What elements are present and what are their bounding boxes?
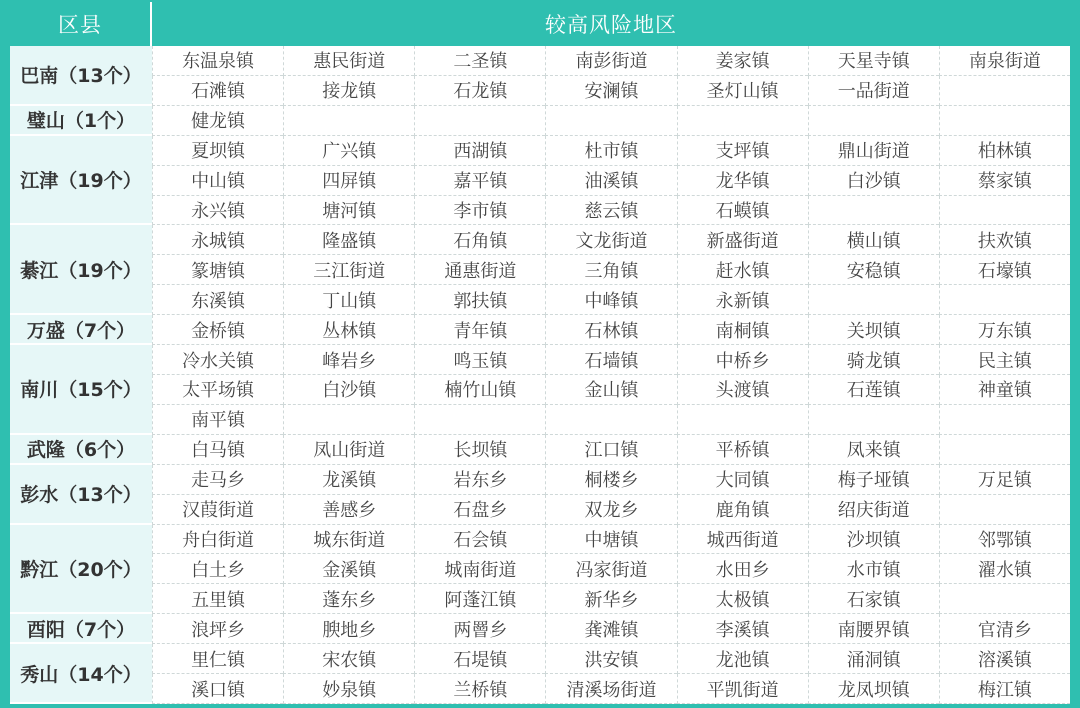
area-cell: [939, 495, 1070, 525]
area-cell: 中峰镇: [545, 285, 676, 315]
area-cell: 两罾乡: [414, 614, 545, 644]
district-label: 南川（15个）: [10, 345, 152, 435]
area-cell: [545, 405, 676, 435]
area-cell: 石蟆镇: [677, 196, 808, 226]
area-cell: 石墙镇: [545, 345, 676, 375]
area-cell: 夏坝镇: [152, 136, 283, 166]
area-cell: [939, 584, 1070, 614]
area-cell: 南桐镇: [677, 315, 808, 345]
area-cell: 扶欢镇: [939, 225, 1070, 255]
area-cell: 走马乡: [152, 465, 283, 495]
area-cell: [414, 405, 545, 435]
area-cell: 横山镇: [808, 225, 939, 255]
area-cell: 宋农镇: [283, 644, 414, 674]
area-cell: 万东镇: [939, 315, 1070, 345]
area-cell: 慈云镇: [545, 196, 676, 226]
area-cell: 四屏镇: [283, 166, 414, 196]
district-label: 巴南（13个）: [10, 46, 152, 106]
area-cell: 石壕镇: [939, 255, 1070, 285]
district-label: 武隆（6个）: [10, 435, 152, 465]
area-cell: [808, 405, 939, 435]
area-cell: [808, 196, 939, 226]
area-cell: 溪口镇: [152, 674, 283, 704]
area-cell: [939, 106, 1070, 136]
area-cell: 姜家镇: [677, 46, 808, 76]
area-cell: 东溪镇: [152, 285, 283, 315]
area-cell: 双龙乡: [545, 495, 676, 525]
area-cell: 蓬东乡: [283, 584, 414, 614]
area-cell: 永兴镇: [152, 196, 283, 226]
area-cell: 民主镇: [939, 345, 1070, 375]
area-cell: 石家镇: [808, 584, 939, 614]
area-cell: 石盘乡: [414, 495, 545, 525]
area-cell: 篆塘镇: [152, 255, 283, 285]
area-cell: 石角镇: [414, 225, 545, 255]
area-cell: 圣灯山镇: [677, 76, 808, 106]
area-cell: 骑龙镇: [808, 345, 939, 375]
area-cell: 石会镇: [414, 525, 545, 555]
area-cell: [283, 405, 414, 435]
area-cell: 沙坝镇: [808, 525, 939, 555]
area-cell: 南彭街道: [545, 46, 676, 76]
area-cell: 塘河镇: [283, 196, 414, 226]
area-cell: [545, 106, 676, 136]
area-cell: [808, 285, 939, 315]
area-cell: 大同镇: [677, 465, 808, 495]
area-cell: 凤来镇: [808, 435, 939, 465]
area-cell: 安澜镇: [545, 76, 676, 106]
area-cell: 石龙镇: [414, 76, 545, 106]
district-label: 酉阳（7个）: [10, 614, 152, 644]
district-label: 璧山（1个）: [10, 106, 152, 136]
area-cell: 中山镇: [152, 166, 283, 196]
area-cell: 柏林镇: [939, 136, 1070, 166]
area-cell: 阿蓬江镇: [414, 584, 545, 614]
area-cell: 里仁镇: [152, 644, 283, 674]
area-cell: 接龙镇: [283, 76, 414, 106]
area-cell: 白土乡: [152, 554, 283, 584]
area-cell: 平凯街道: [677, 674, 808, 704]
area-cell: 南泉街道: [939, 46, 1070, 76]
area-cell: 平桥镇: [677, 435, 808, 465]
area-cell: 丛林镇: [283, 315, 414, 345]
area-cell: 兰桥镇: [414, 674, 545, 704]
area-cell: 白马镇: [152, 435, 283, 465]
header-risk-areas: 较高风险地区: [152, 2, 1070, 46]
area-cell: 妙泉镇: [283, 674, 414, 704]
area-cell: [677, 106, 808, 136]
area-cell: 龙池镇: [677, 644, 808, 674]
risk-area-table: [10, 2, 1070, 704]
area-cell: 五里镇: [152, 584, 283, 614]
area-cell: 杜市镇: [545, 136, 676, 166]
district-label: 万盛（7个）: [10, 315, 152, 345]
area-cell: 梅江镇: [939, 674, 1070, 704]
area-cell: 溶溪镇: [939, 644, 1070, 674]
area-cell: 青年镇: [414, 315, 545, 345]
area-cell: 洪安镇: [545, 644, 676, 674]
district-label: 綦江（19个）: [10, 225, 152, 315]
area-cell: 头渡镇: [677, 375, 808, 405]
area-cell: 嘉平镇: [414, 166, 545, 196]
area-cell: 南腰界镇: [808, 614, 939, 644]
area-cell: 二圣镇: [414, 46, 545, 76]
area-cell: 万足镇: [939, 465, 1070, 495]
area-cell: 广兴镇: [283, 136, 414, 166]
area-cell: 金溪镇: [283, 554, 414, 584]
area-cell: 东温泉镇: [152, 46, 283, 76]
area-cell: 江口镇: [545, 435, 676, 465]
area-cell: 关坝镇: [808, 315, 939, 345]
area-cell: 绍庆街道: [808, 495, 939, 525]
area-cell: 善感乡: [283, 495, 414, 525]
area-cell: 浪坪乡: [152, 614, 283, 644]
area-cell: 油溪镇: [545, 166, 676, 196]
area-cell: 支坪镇: [677, 136, 808, 166]
area-cell: 李溪镇: [677, 614, 808, 644]
header-district: 区县: [10, 2, 152, 46]
area-cell: 鸣玉镇: [414, 345, 545, 375]
area-cell: [939, 405, 1070, 435]
area-cell: 涌洞镇: [808, 644, 939, 674]
area-cell: 石莲镇: [808, 375, 939, 405]
area-cell: [939, 196, 1070, 226]
area-cell: 石滩镇: [152, 76, 283, 106]
area-cell: 金桥镇: [152, 315, 283, 345]
area-cell: 健龙镇: [152, 106, 283, 136]
area-cell: 舟白街道: [152, 525, 283, 555]
area-cell: 清溪场街道: [545, 674, 676, 704]
area-cell: 腴地乡: [283, 614, 414, 644]
area-cell: 峰岩乡: [283, 345, 414, 375]
area-cell: 惠民街道: [283, 46, 414, 76]
area-cell: 永城镇: [152, 225, 283, 255]
area-cell: 白沙镇: [808, 166, 939, 196]
area-cell: 邻鄂镇: [939, 525, 1070, 555]
area-cell: [677, 405, 808, 435]
area-cell: 三江街道: [283, 255, 414, 285]
area-cell: 楠竹山镇: [414, 375, 545, 405]
area-cell: 梅子垭镇: [808, 465, 939, 495]
area-cell: 南平镇: [152, 405, 283, 435]
area-cell: [939, 285, 1070, 315]
area-cell: 龙溪镇: [283, 465, 414, 495]
area-cell: 一品街道: [808, 76, 939, 106]
area-cell: 冷水关镇: [152, 345, 283, 375]
area-cell: 西湖镇: [414, 136, 545, 166]
area-cell: 岩东乡: [414, 465, 545, 495]
area-cell: 三角镇: [545, 255, 676, 285]
area-cell: 郭扶镇: [414, 285, 545, 315]
area-cell: 永新镇: [677, 285, 808, 315]
district-label: 黔江（20个）: [10, 525, 152, 615]
area-cell: 冯家街道: [545, 554, 676, 584]
area-cell: 天星寺镇: [808, 46, 939, 76]
area-cell: 太平场镇: [152, 375, 283, 405]
area-cell: 水田乡: [677, 554, 808, 584]
area-cell: 石堤镇: [414, 644, 545, 674]
area-cell: 白沙镇: [283, 375, 414, 405]
area-cell: 官清乡: [939, 614, 1070, 644]
area-cell: 鼎山街道: [808, 136, 939, 166]
area-cell: 龙凤坝镇: [808, 674, 939, 704]
area-cell: 鹿角镇: [677, 495, 808, 525]
area-cell: [939, 76, 1070, 106]
area-cell: [283, 106, 414, 136]
area-cell: 城西街道: [677, 525, 808, 555]
area-cell: 新华乡: [545, 584, 676, 614]
area-cell: 蔡家镇: [939, 166, 1070, 196]
area-cell: 赶水镇: [677, 255, 808, 285]
area-cell: 城南街道: [414, 554, 545, 584]
area-cell: 通惠街道: [414, 255, 545, 285]
area-cell: 隆盛镇: [283, 225, 414, 255]
area-cell: 汉葭街道: [152, 495, 283, 525]
area-cell: [939, 435, 1070, 465]
area-cell: 安稳镇: [808, 255, 939, 285]
area-cell: 桐楼乡: [545, 465, 676, 495]
area-cell: 太极镇: [677, 584, 808, 614]
area-cell: 凤山街道: [283, 435, 414, 465]
area-cell: 龚滩镇: [545, 614, 676, 644]
area-cell: [808, 106, 939, 136]
area-cell: 石林镇: [545, 315, 676, 345]
area-cell: 水市镇: [808, 554, 939, 584]
district-label: 秀山（14个）: [10, 644, 152, 704]
area-cell: 金山镇: [545, 375, 676, 405]
area-cell: 长坝镇: [414, 435, 545, 465]
area-cell: 李市镇: [414, 196, 545, 226]
area-cell: 濯水镇: [939, 554, 1070, 584]
area-cell: 新盛街道: [677, 225, 808, 255]
district-label: 江津（19个）: [10, 136, 152, 226]
area-cell: 中塘镇: [545, 525, 676, 555]
area-cell: 神童镇: [939, 375, 1070, 405]
area-cell: 龙华镇: [677, 166, 808, 196]
area-cell: 丁山镇: [283, 285, 414, 315]
area-cell: [414, 106, 545, 136]
area-cell: 文龙街道: [545, 225, 676, 255]
district-label: 彭水（13个）: [10, 465, 152, 525]
area-cell: 中桥乡: [677, 345, 808, 375]
area-cell: 城东街道: [283, 525, 414, 555]
